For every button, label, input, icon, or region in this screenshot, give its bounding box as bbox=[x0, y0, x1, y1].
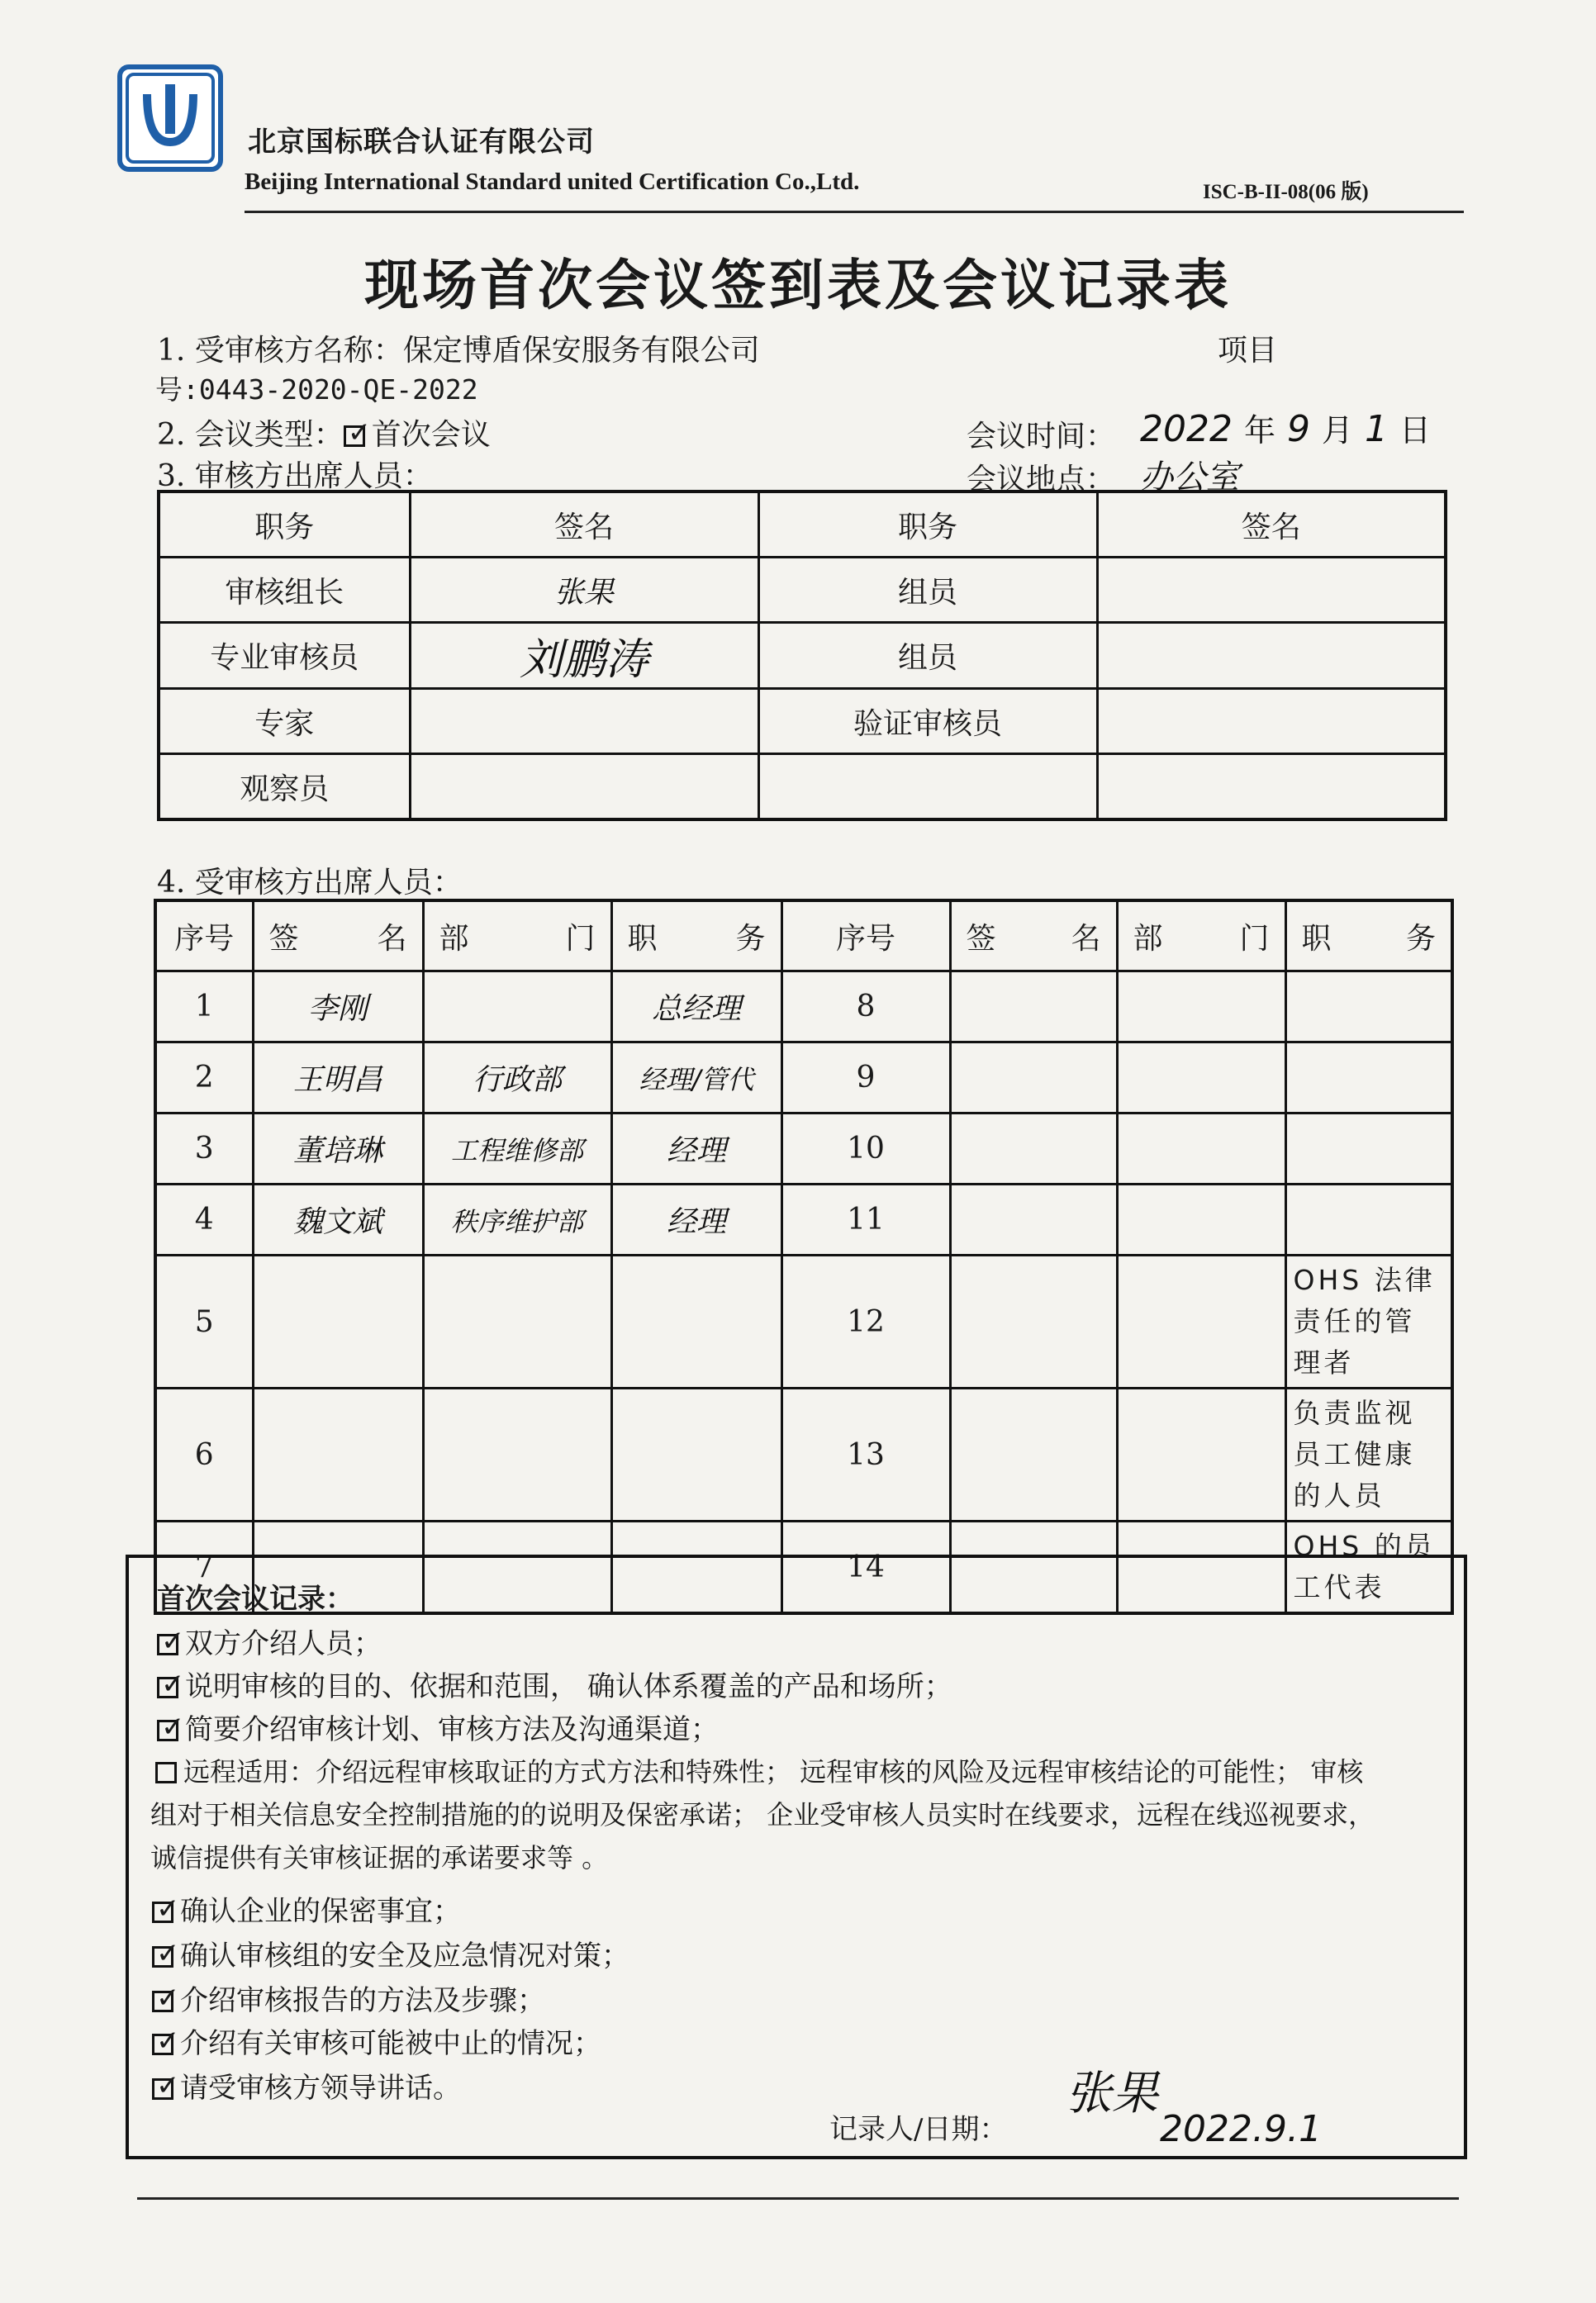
name-cell bbox=[950, 1389, 1117, 1522]
name-cell bbox=[950, 971, 1117, 1042]
name-cell bbox=[950, 1185, 1117, 1256]
isc-logo-icon bbox=[122, 69, 218, 167]
row-no: 11 bbox=[781, 1185, 950, 1256]
recorder-signature: 张果 bbox=[1066, 2067, 1158, 2120]
name-cell: 董培琳 bbox=[253, 1114, 423, 1185]
row-no: 9 bbox=[781, 1042, 950, 1114]
auditee-attendance-table bbox=[154, 899, 1454, 1615]
meeting-record-title: 首次会议记录： bbox=[157, 1583, 354, 1616]
table-row bbox=[159, 558, 1446, 623]
name-cell: 李刚 bbox=[253, 971, 423, 1042]
title-cell bbox=[611, 1256, 781, 1389]
title-cell bbox=[1285, 1042, 1452, 1114]
auditor-attendees-label: 3. 审核方出席人员： bbox=[157, 459, 433, 493]
signature-cell bbox=[410, 689, 758, 754]
record-checkbox[interactable] bbox=[152, 1946, 173, 1968]
role-cell: 专业审核员 bbox=[159, 623, 410, 689]
row-no: 1 bbox=[155, 971, 253, 1042]
row-no: 7 bbox=[155, 1522, 253, 1614]
auditee-name-line bbox=[157, 327, 760, 369]
record-checkbox[interactable] bbox=[157, 1720, 178, 1741]
table-row bbox=[159, 689, 1446, 754]
signature-cell bbox=[410, 754, 758, 820]
title-cell bbox=[1285, 1114, 1452, 1185]
table-header-row bbox=[159, 491, 1446, 558]
header-signature: 签名 bbox=[1097, 491, 1446, 558]
project-number: 号:0443-2020-QE-2022 bbox=[155, 373, 478, 406]
table-row bbox=[155, 1256, 1452, 1389]
table-row bbox=[159, 623, 1446, 689]
dept-cell: 秩序维护部 bbox=[423, 1185, 611, 1256]
name-cell: 魏文斌 bbox=[253, 1185, 423, 1256]
auditor-attendance-table bbox=[157, 490, 1447, 821]
record-item: ✓双方介绍人员； bbox=[157, 1621, 382, 1661]
dept-cell bbox=[1117, 1042, 1285, 1114]
remote-item: 远程适用：介绍远程审核取证的方式方法和特殊性； 远程审核的风险及远程审核结论的可能性； 审核 bbox=[155, 1751, 1363, 1789]
table-row bbox=[159, 754, 1446, 820]
title-cell bbox=[611, 1389, 781, 1522]
table-header-row bbox=[155, 900, 1452, 971]
title-cell: 负责监视员工健康的人员 bbox=[1285, 1389, 1452, 1522]
record-checkbox[interactable] bbox=[152, 2034, 173, 2055]
meeting-time-label: 会议时间： bbox=[967, 420, 1116, 453]
dept-cell bbox=[1117, 1185, 1285, 1256]
dept-cell bbox=[423, 1389, 611, 1522]
role-cell: 组员 bbox=[758, 623, 1097, 689]
signature-cell bbox=[1097, 754, 1446, 820]
meeting-type-value: 首次会议 bbox=[371, 418, 491, 452]
project-label: 项目 bbox=[1218, 334, 1278, 368]
header-no: 序号 bbox=[781, 900, 950, 971]
record-item: ✓确认企业的保密事宜； bbox=[152, 1888, 461, 1929]
footer-divider bbox=[137, 2197, 1459, 2200]
row-no: 14 bbox=[781, 1522, 950, 1614]
record-checkbox[interactable] bbox=[157, 1677, 178, 1698]
table-row bbox=[155, 1042, 1452, 1114]
meeting-place-value: 办公室 bbox=[1140, 458, 1239, 496]
auditee-label: 1. 受审核方名称： bbox=[157, 334, 403, 368]
header-divider bbox=[245, 211, 1464, 213]
row-no: 6 bbox=[155, 1389, 253, 1522]
company-name-cn: 北京国标联合认证有限公司 bbox=[248, 126, 595, 159]
dept-cell bbox=[1117, 1389, 1285, 1522]
auditee-attendees-label: 4. 受审核方出席人员： bbox=[157, 866, 463, 900]
signature-cell bbox=[1097, 689, 1446, 754]
role-cell: 组员 bbox=[758, 558, 1097, 623]
auditee-name: 保定博盾保安服务有限公司 bbox=[402, 334, 760, 368]
meeting-day: 1 bbox=[1365, 408, 1389, 450]
meeting-date bbox=[1140, 405, 1431, 450]
remote-item-line2: 组对于相关信息安全控制措施的的说明及保密承诺； 企业受审核人员实时在线要求，远程在线巡视要求， bbox=[150, 1799, 1375, 1831]
name-cell bbox=[950, 1042, 1117, 1114]
signature-cell: 刘鹏涛 bbox=[410, 623, 758, 689]
page-title: 现场首次会议签到表及会议记录表 bbox=[364, 253, 1232, 317]
table-row bbox=[155, 971, 1452, 1042]
record-item: ✓介绍审核报告的方法及步骤； bbox=[152, 1978, 545, 2018]
name-cell bbox=[950, 1256, 1117, 1389]
dept-cell: 工程维修部 bbox=[423, 1114, 611, 1185]
meeting-type-checkbox[interactable] bbox=[344, 425, 365, 447]
row-no: 5 bbox=[155, 1256, 253, 1389]
meeting-place-label: 会议地点： bbox=[967, 463, 1116, 496]
meeting-year: 2022 bbox=[1140, 408, 1233, 450]
document-code: ISC-B-II-08(06 版) bbox=[1203, 181, 1369, 203]
role-cell bbox=[758, 754, 1097, 820]
title-cell: 经理 bbox=[611, 1185, 781, 1256]
meeting-month: 9 bbox=[1287, 408, 1310, 450]
dept-cell bbox=[1117, 1114, 1285, 1185]
header-title: 职 务 bbox=[1285, 900, 1452, 971]
row-no: 3 bbox=[155, 1114, 253, 1185]
recorder-label: 记录人/日期： bbox=[829, 2113, 1008, 2146]
meeting-type-label: 2. 会议类型： bbox=[157, 418, 344, 452]
month-unit: 月 bbox=[1322, 412, 1354, 449]
dept-cell bbox=[1117, 1256, 1285, 1389]
title-cell bbox=[1285, 971, 1452, 1042]
title-cell: 经理/管代 bbox=[611, 1042, 781, 1114]
role-cell: 验证审核员 bbox=[758, 689, 1097, 754]
record-checkbox[interactable] bbox=[152, 2078, 173, 2100]
role-cell: 专家 bbox=[159, 689, 410, 754]
name-cell bbox=[253, 1389, 423, 1522]
title-cell: 经理 bbox=[611, 1114, 781, 1185]
table-row bbox=[155, 1114, 1452, 1185]
dept-cell: 行政部 bbox=[423, 1042, 611, 1114]
header-dept: 部 门 bbox=[1117, 900, 1285, 971]
title-cell: OHS 法律责任的管理者 bbox=[1285, 1256, 1452, 1389]
role-cell: 观察员 bbox=[159, 754, 410, 820]
row-no: 4 bbox=[155, 1185, 253, 1256]
dept-cell bbox=[423, 1256, 611, 1389]
record-checkbox[interactable] bbox=[152, 1991, 173, 2012]
remote-item-line3: 诚信提供有关审核证据的承诺要求等 。 bbox=[150, 1842, 609, 1873]
record-item: ✓确认审核组的安全及应急情况对策； bbox=[152, 1933, 629, 1973]
header-role: 职务 bbox=[159, 491, 410, 558]
record-checkbox[interactable] bbox=[157, 1634, 178, 1655]
header-name: 签 名 bbox=[950, 900, 1117, 971]
header-dept: 部 门 bbox=[423, 900, 611, 971]
header-no: 序号 bbox=[155, 900, 253, 971]
role-cell: 审核组长 bbox=[159, 558, 410, 623]
table-row bbox=[155, 1389, 1452, 1522]
recorder-date: 2022.9.1 bbox=[1160, 2108, 1322, 2150]
record-item: ✓简要介绍审核计划、审核方法及沟通渠道； bbox=[157, 1707, 719, 1747]
row-no: 13 bbox=[781, 1389, 950, 1522]
record-item: ✓介绍有关审核可能被中止的情况； bbox=[152, 2020, 601, 2061]
meeting-type-line bbox=[157, 411, 491, 453]
header-title: 职 务 bbox=[611, 900, 781, 971]
year-unit: 年 bbox=[1243, 412, 1275, 449]
table-row bbox=[155, 1185, 1452, 1256]
dept-cell bbox=[423, 971, 611, 1042]
name-cell bbox=[253, 1256, 423, 1389]
header-name: 签 名 bbox=[253, 900, 423, 971]
signature-cell bbox=[1097, 558, 1446, 623]
company-logo bbox=[117, 64, 223, 172]
header-role: 职务 bbox=[758, 491, 1097, 558]
signature-cell bbox=[1097, 623, 1446, 689]
title-cell: OHS 的员工代表 bbox=[1285, 1522, 1452, 1614]
row-no: 2 bbox=[155, 1042, 253, 1114]
title-cell: 总经理 bbox=[611, 971, 781, 1042]
header-signature: 签名 bbox=[410, 491, 758, 558]
row-no: 8 bbox=[781, 971, 950, 1042]
signature-cell: 张果 bbox=[410, 558, 758, 623]
record-item: ✓请受审核方领导讲话。 bbox=[152, 2065, 461, 2106]
row-no: 10 bbox=[781, 1114, 950, 1185]
day-unit: 日 bbox=[1399, 412, 1432, 449]
record-item: ✓说明审核的目的、依据和范围， 确认体系覆盖的产品和场所； bbox=[157, 1664, 952, 1704]
title-cell bbox=[1285, 1185, 1452, 1256]
company-name-en: Beijing International Standard united Certification Co.,Ltd. bbox=[245, 169, 860, 195]
record-checkbox[interactable] bbox=[152, 1902, 173, 1923]
name-cell bbox=[950, 1114, 1117, 1185]
row-no: 12 bbox=[781, 1256, 950, 1389]
name-cell: 王明昌 bbox=[253, 1042, 423, 1114]
dept-cell bbox=[1117, 971, 1285, 1042]
remote-checkbox[interactable] bbox=[155, 1762, 177, 1783]
